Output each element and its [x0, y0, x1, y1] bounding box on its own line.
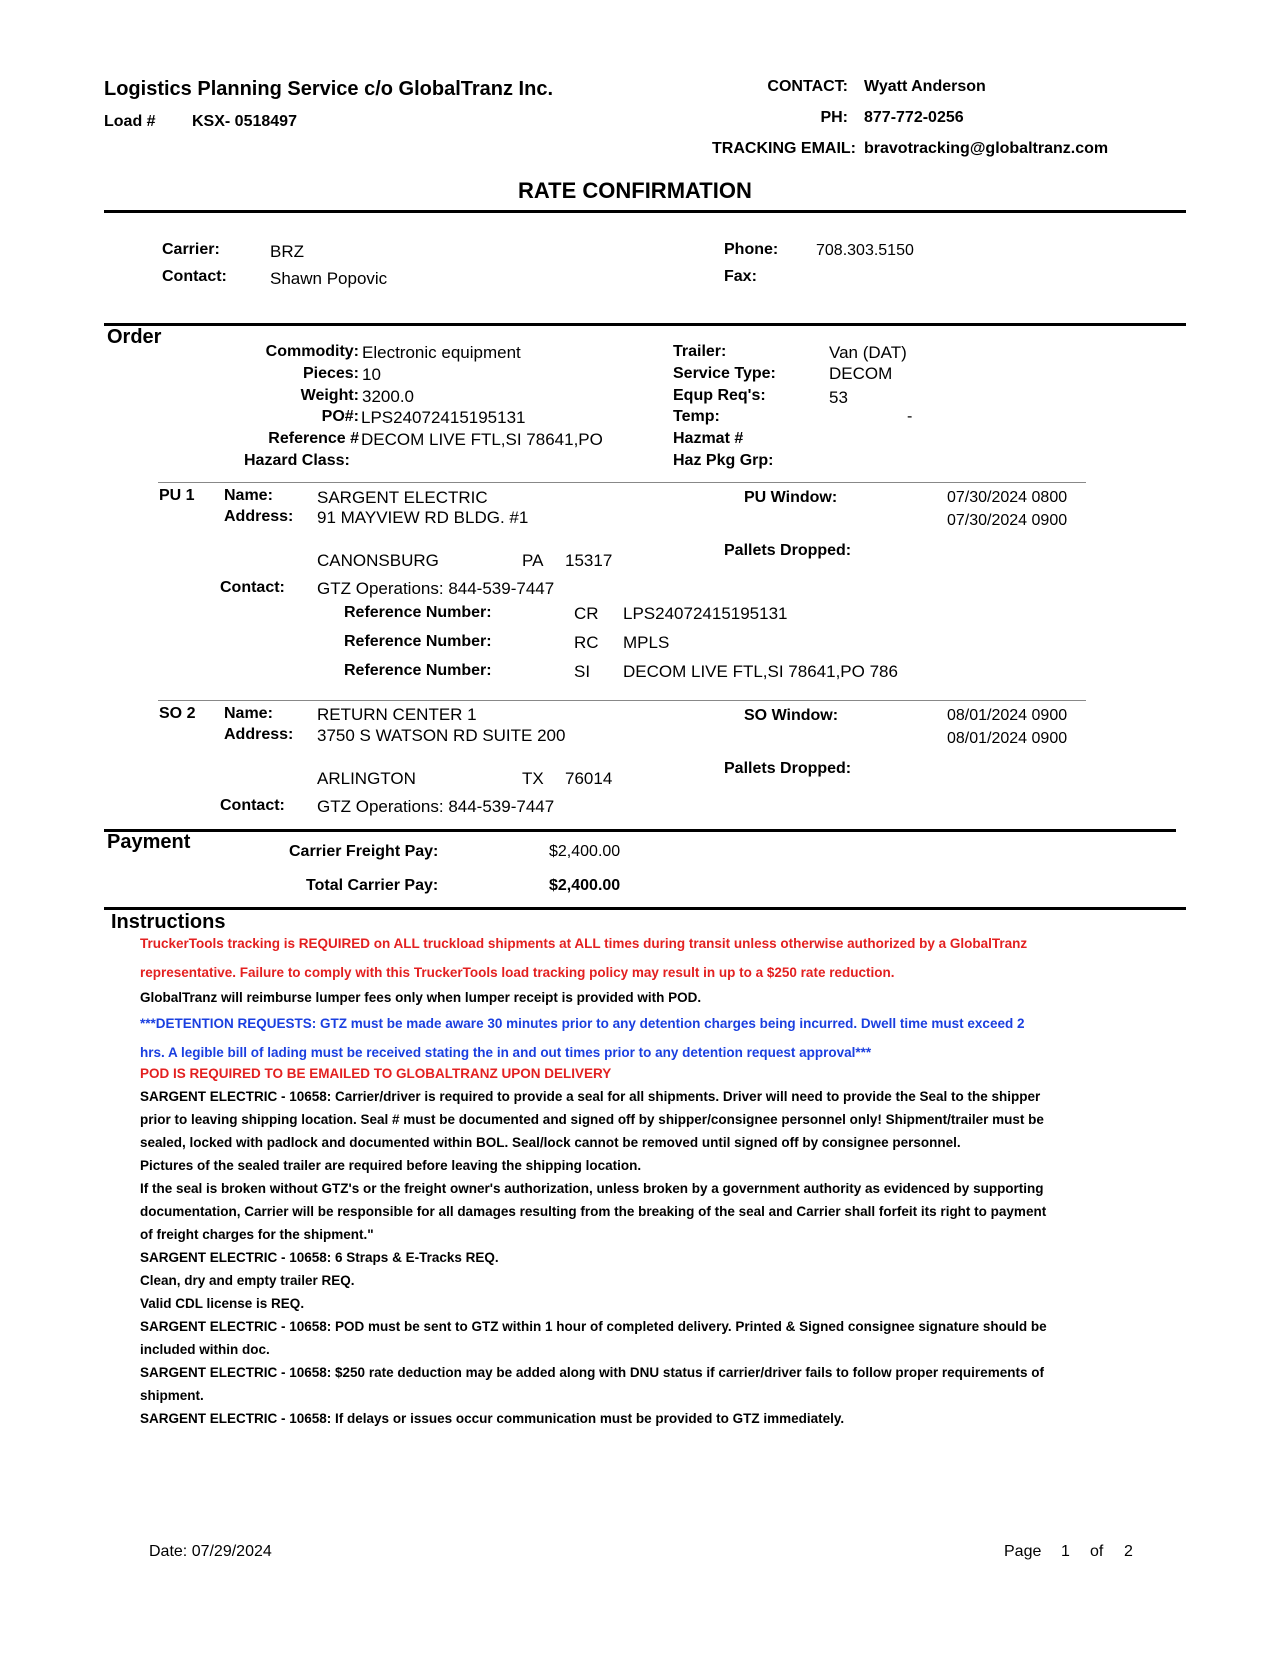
- dropoff-zip: 76014: [565, 769, 613, 788]
- dropoff-divider: [158, 700, 1086, 701]
- instruction-line: TruckerTools tracking is REQUIRED on ALL truckload shipments at ALL times during transit unless otherwise authorized by a GlobalTranz: [140, 936, 1028, 951]
- instruction-line: POD IS REQUIRED TO BE EMAILED TO GLOBALTRANZ UPON DELIVERY: [140, 1066, 612, 1081]
- page-of-label: of: [1090, 1543, 1104, 1560]
- instruction-line: of freight charges for the shipment.": [140, 1227, 374, 1242]
- instruction-line: representative. Failure to comply with this TruckerTools load tracking policy may result in up to a $250 rate reduction.: [140, 965, 895, 980]
- order-divider: [104, 323, 1186, 326]
- pickup-window-end: 07/30/2024 0900: [947, 512, 1068, 529]
- instruction-line: SARGENT ELECTRIC - 10658: POD must be sent to GTZ within 1 hour of completed delivery. Printed & Signed consignee signature should be: [140, 1319, 1047, 1334]
- pickup-state: PA: [522, 551, 544, 570]
- equip-value: 53: [829, 388, 848, 407]
- service-type-label: Service Type:: [673, 365, 776, 382]
- dropoff-window-label: SO Window:: [744, 707, 839, 724]
- instruction-line: SARGENT ELECTRIC - 10658: Carrier/driver is required to provide a seal for all shipments. Driver will need to provide the Seal to the shipper: [140, 1089, 1041, 1104]
- instruction-line: included within doc.: [140, 1342, 270, 1357]
- title-divider: [104, 210, 1186, 213]
- carrier-value: BRZ: [270, 242, 304, 261]
- service-type-value: DECOM: [829, 364, 893, 383]
- pickup-ref-2-label: Reference Number:: [344, 633, 492, 650]
- hazmat-label: Hazmat #: [673, 430, 744, 447]
- pieces-value: 10: [362, 365, 381, 384]
- tracking-email-label: TRACKING EMAIL:: [712, 140, 856, 157]
- reference-label: Reference #: [268, 430, 359, 447]
- temp-value: -: [907, 408, 913, 425]
- po-label: PO#:: [321, 408, 359, 425]
- pickup-address-value: 91 MAYVIEW RD BLDG. #1: [317, 508, 529, 527]
- instruction-line: Clean, dry and empty trailer REQ.: [140, 1273, 355, 1288]
- tracking-email[interactable]: bravotracking@globaltranz.com: [864, 140, 1109, 157]
- instruction-line: SARGENT ELECTRIC - 10658: $250 rate deduction may be added along with DNU status if carrier/driver fails to follow proper requirements of: [140, 1365, 1044, 1380]
- carrier-fax-label: Fax:: [724, 268, 757, 285]
- pickup-pallets-label: Pallets Dropped:: [724, 542, 852, 559]
- instruction-line: hrs. A legible bill of lading must be received stating the in and out times prior to any detention request approval***: [140, 1045, 872, 1060]
- order-section-label: Order: [107, 326, 162, 348]
- hazard-class-label: Hazard Class:: [244, 452, 350, 469]
- dropoff-contact-label: Contact:: [220, 797, 285, 814]
- pickup-divider: [158, 482, 1086, 483]
- pickup-stop-label: PU 1: [159, 487, 195, 504]
- pickup-ref-3-code: SI: [574, 662, 591, 681]
- total-pay-value: $2,400.00: [549, 877, 621, 894]
- reference-value: DECOM LIVE FTL,SI 78641,PO: [361, 430, 603, 449]
- instruction-line: documentation, Carrier will be responsible for all damages resulting from the breaking of the seal and Carrier shall forfeit its right to payment: [140, 1204, 1047, 1219]
- page-label: Page: [1004, 1543, 1042, 1560]
- pickup-address-label: Address:: [224, 508, 294, 525]
- page-number: 1: [1061, 1543, 1070, 1560]
- pieces-label: Pieces:: [302, 365, 359, 382]
- commodity-value: Electronic equipment: [362, 343, 521, 362]
- dropoff-address-value: 3750 S WATSON RD SUITE 200: [317, 726, 566, 745]
- pickup-ref-1-value: LPS24072415195131: [623, 604, 788, 623]
- dropoff-pallets-label: Pallets Dropped:: [724, 760, 852, 777]
- trailer-value: Van (DAT): [829, 343, 907, 362]
- instruction-line: Pictures of the sealed trailer are required before leaving the shipping location.: [140, 1158, 642, 1173]
- carrier-phone-label: Phone:: [724, 241, 779, 258]
- instruction-line: SARGENT ELECTRIC - 10658: If delays or issues occur communication must be provided to GTZ immediately.: [140, 1411, 845, 1426]
- freight-pay-value: $2,400.00: [549, 843, 621, 860]
- dropoff-name-value: RETURN CENTER 1: [317, 705, 477, 724]
- instructions-section-label: Instructions: [111, 911, 226, 933]
- carrier-contact-value: Shawn Popovic: [270, 269, 388, 288]
- po-value: LPS24072415195131: [361, 408, 526, 427]
- carrier-label: Carrier:: [162, 241, 220, 258]
- pickup-ref-2-value: MPLS: [623, 633, 670, 652]
- instruction-line: Valid CDL license is REQ.: [140, 1296, 305, 1311]
- carrier-phone-value: 708.303.5150: [816, 242, 914, 259]
- pickup-city: CANONSBURG: [317, 551, 439, 570]
- dropoff-contact-value: GTZ Operations: 844-539-7447: [317, 797, 555, 816]
- page-title: RATE CONFIRMATION: [518, 178, 752, 203]
- contact-label: CONTACT:: [767, 78, 848, 95]
- load-number: KSX- 0518497: [192, 113, 297, 130]
- document-date: Date: 07/29/2024: [149, 1543, 272, 1560]
- instruction-line: If the seal is broken without GTZ's or the freight owner's authorization, unless broken by a government authority as evidenced by supporting: [140, 1181, 1044, 1196]
- pickup-contact-label: Contact:: [220, 579, 285, 596]
- carrier-contact-label: Contact:: [162, 268, 227, 285]
- contact-name: Wyatt Anderson: [864, 78, 986, 95]
- pickup-window-label: PU Window:: [744, 489, 838, 506]
- pickup-ref-3-value: DECOM LIVE FTL,SI 78641,PO 786: [623, 662, 898, 681]
- weight-value: 3200.0: [362, 387, 414, 406]
- weight-label: Weight:: [300, 387, 359, 404]
- payment-section-label: Payment: [107, 831, 191, 853]
- instructions-divider: [104, 907, 1186, 910]
- dropoff-city: ARLINGTON: [317, 769, 416, 788]
- temp-label: Temp:: [673, 408, 720, 425]
- dropoff-state: TX: [522, 769, 544, 788]
- pickup-ref-2-code: RC: [574, 633, 599, 652]
- pickup-window-start: 07/30/2024 0800: [947, 489, 1068, 506]
- pickup-ref-3-label: Reference Number:: [344, 662, 492, 679]
- instruction-line: shipment.: [140, 1388, 204, 1403]
- dropoff-name-label: Name:: [224, 705, 273, 722]
- company-name: Logistics Planning Service c/o GlobalTranz Inc.: [104, 78, 554, 100]
- pickup-zip: 15317: [565, 551, 613, 570]
- pickup-name-label: Name:: [224, 487, 273, 504]
- instruction-line: SARGENT ELECTRIC - 10658: 6 Straps & E-Tracks REQ.: [140, 1250, 499, 1265]
- instruction-line: GlobalTranz will reimburse lumper fees only when lumper receipt is provided with POD.: [140, 990, 702, 1005]
- dropoff-window-start: 08/01/2024 0900: [947, 707, 1068, 724]
- dropoff-address-label: Address:: [224, 726, 294, 743]
- instruction-line: prior to leaving shipping location. Seal # must be documented and signed off by shipper/consignee personnel only! Shipment/trailer must be: [140, 1112, 1044, 1127]
- trailer-label: Trailer:: [673, 343, 727, 360]
- payment-divider: [104, 829, 1176, 832]
- dropoff-stop-label: SO 2: [159, 705, 196, 722]
- phone-number: 877-772-0256: [864, 109, 964, 126]
- load-label: Load #: [104, 113, 156, 130]
- phone-label: PH:: [820, 109, 848, 126]
- total-pay-label: Total Carrier Pay:: [306, 877, 439, 894]
- pickup-name-value: SARGENT ELECTRIC: [317, 488, 488, 507]
- page-total: 2: [1124, 1543, 1133, 1560]
- commodity-label: Commodity:: [265, 343, 359, 360]
- freight-pay-label: Carrier Freight Pay:: [289, 843, 439, 860]
- instruction-line: ***DETENTION REQUESTS: GTZ must be made aware 30 minutes prior to any detention charges being incurred. Dwell time must exceed 2: [140, 1016, 1025, 1031]
- haz-pkg-label: Haz Pkg Grp:: [673, 452, 774, 469]
- equip-label: Equp Req's:: [673, 387, 766, 404]
- pickup-contact-value: GTZ Operations: 844-539-7447: [317, 579, 555, 598]
- pickup-ref-1-code: CR: [574, 604, 599, 623]
- dropoff-window-end: 08/01/2024 0900: [947, 730, 1068, 747]
- instruction-line: sealed, locked with padlock and documented within BOL. Seal/lock cannot be removed until signed off by consignee personnel.: [140, 1135, 961, 1150]
- pickup-ref-1-label: Reference Number:: [344, 604, 492, 621]
